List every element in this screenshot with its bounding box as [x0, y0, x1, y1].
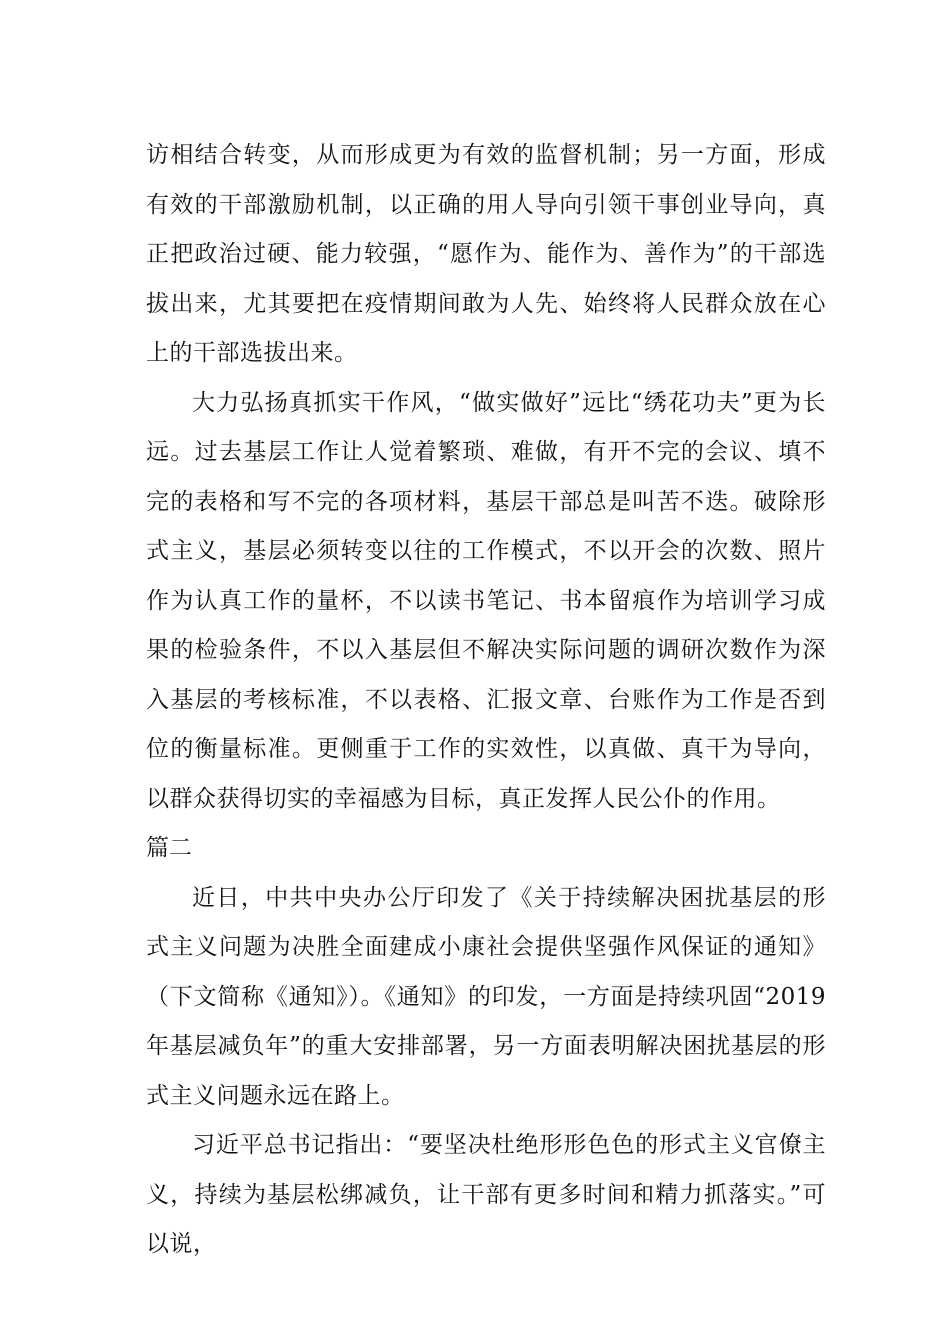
paragraph-work-style: 大力弘扬真抓实干作风，“做实做好”远比“绣花功夫”更为长远。过去基层工作让人觉着繁琐、难做，有开不完的会议、填不完的表格和写不完的各项材料，基层干部总是叫苦不迭。破除形式主义，基层必须转变以往的工作模式，不以开会的次数、照片作为认真工作的量杯，不以读书笔记、书本留痕作为培训学习成果的检验条件，不以入基层但不解决实际问题的调研次数作为深入基层的考核标准，不以表格、汇报文章、台账作为工作是否到位的衡量标准。更侧重于工作的实效性，以真做、真干为导向，以群众获得切实的幸福感为目标，真正发挥人民公仆的作用。 — [146, 389, 826, 812]
paragraph-notice: 近日，中共中央办公厅印发了《关于持续解决困扰基层的形式主义问题为决胜全面建成小康社会提供坚强作风保证的通知》（下文简称《通知》）。《通知》的印发，一方面是持续巩固“2019年基层减负年”的重大安排部署，另一方面表明解决困扰基层的形式主义问题永远在路上。 — [146, 884, 826, 1109]
section-heading: 篇二 — [146, 835, 192, 861]
paragraph-continuation: 访相结合转变，从而形成更为有效的监督机制；另一方面，形成有效的干部激励机制，以正确的用人导向引领干事创业导向，真正把政治过硬、能力较强，“愿作为、能作为、善作为”的干部选拔出来，尤其要把在疫情期间敢为人先、始终将人民群众放在心上的干部选拔出来。 — [146, 142, 826, 366]
document-body — [146, 131, 826, 1270]
paragraph-quote: 习近平总书记指出：“要坚决杜绝形形色色的形式主义官僚主义，持续为基层松绑减负，让干部有更多时间和精力抓落实。”可以说， — [146, 1132, 826, 1257]
